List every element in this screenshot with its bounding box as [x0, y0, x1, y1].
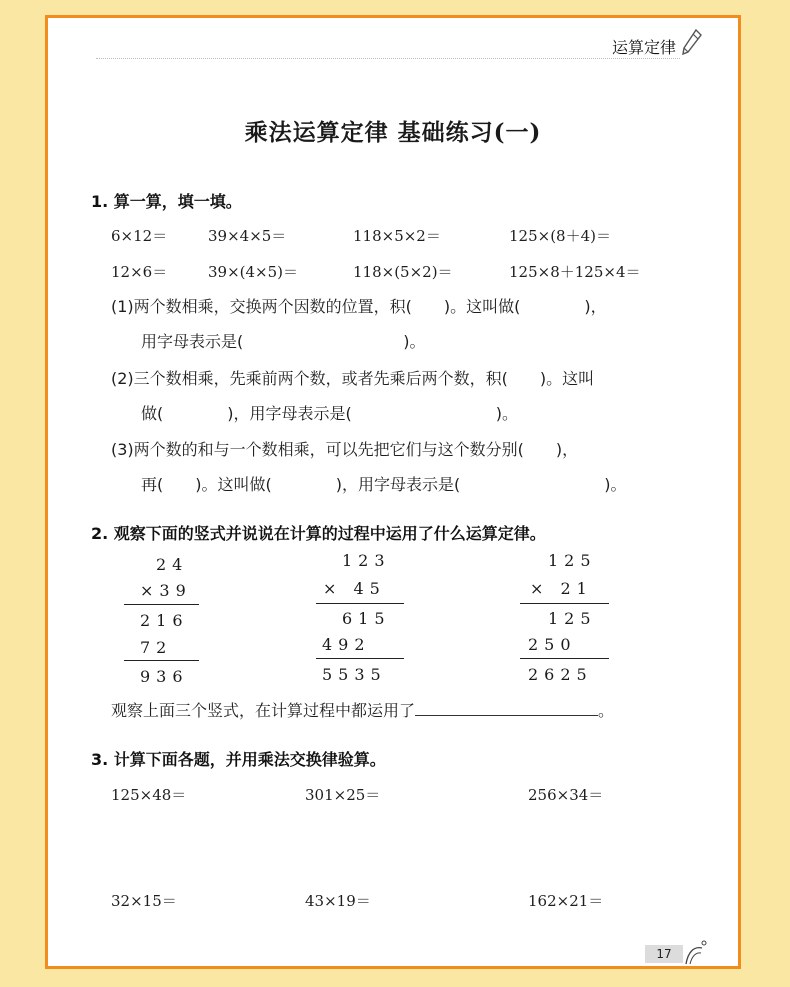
expression: 301×25＝ — [305, 786, 381, 804]
expression: 125×(8＋4)＝ — [509, 227, 611, 245]
result: 936 — [140, 667, 189, 686]
multiplier: × 21 — [530, 579, 593, 598]
conclusion-suffix: 。 — [598, 701, 615, 720]
expression: 118×5×2＝ — [353, 227, 441, 245]
multiplicand: 24 — [156, 555, 189, 574]
calc-line — [124, 660, 199, 661]
partial-product: 250 — [528, 635, 577, 654]
result: 2625 — [528, 665, 593, 684]
expression: 125×48＝ — [111, 786, 187, 804]
answer-blank[interactable] — [415, 703, 598, 716]
conclusion-text — [111, 698, 614, 721]
question-text: (1)两个数相乘，交换两个因数的位置，积( )。这叫做( )， — [111, 297, 607, 316]
section3-heading: 3. 计算下面各题，并用乘法交换律验算。 — [91, 750, 386, 769]
calc-line — [520, 658, 609, 659]
section1-heading: 1. 算一算，填一填。 — [91, 192, 242, 211]
expression: 12×6＝ — [111, 263, 168, 281]
question-text: 再( )。这叫做( )，用字母表示是( )。 — [141, 475, 627, 494]
calc-line — [316, 603, 404, 604]
expression: 162×21＝ — [528, 892, 604, 910]
partial-product: 72 — [140, 638, 173, 657]
partial-product: 216 — [140, 611, 189, 630]
multiplier: × 45 — [323, 579, 386, 598]
expression: 256×34＝ — [528, 786, 604, 804]
conclusion-prefix: 观察上面三个竖式，在计算过程中都运用了 — [111, 701, 416, 720]
calc-line — [124, 604, 199, 605]
expression: 32×15＝ — [111, 892, 177, 910]
expression: 118×(5×2)＝ — [353, 263, 453, 281]
question-text: 用字母表示是( )。 — [141, 332, 426, 351]
multiplicand: 125 — [548, 551, 597, 570]
partial-product: 615 — [342, 609, 391, 628]
expression: 39×(4×5)＝ — [208, 263, 299, 281]
header-divider — [96, 58, 680, 59]
partial-product: 492 — [322, 635, 371, 654]
question-text: (3)两个数的和与一个数相乘，可以先把它们与这个数分别( )， — [111, 440, 579, 459]
expression: 43×19＝ — [305, 892, 371, 910]
expression: 6×12＝ — [111, 227, 168, 245]
multiplicand: 123 — [342, 551, 391, 570]
header-title: 运算定律 — [611, 38, 676, 57]
page-title: 乘法运算定律 基础练习(一) — [244, 119, 542, 146]
page-number: 17 — [645, 945, 683, 963]
swirl-decoration-icon — [682, 938, 710, 966]
expression: 39×4×5＝ — [208, 227, 287, 245]
pencil-icon — [681, 28, 703, 56]
worksheet-page — [45, 15, 741, 969]
section2-heading: 2. 观察下面的竖式并说说在计算的过程中运用了什么运算定律。 — [91, 524, 546, 543]
question-text: 做( )，用字母表示是( )。 — [141, 404, 518, 423]
expression: 125×8＋125×4＝ — [509, 263, 641, 281]
multiplier: ×39 — [140, 581, 192, 600]
question-text: (2)三个数相乘，先乘前两个数，或者先乘后两个数，积( )。这叫 — [111, 369, 595, 388]
result: 5535 — [322, 665, 387, 684]
calc-line — [520, 603, 609, 604]
partial-product: 125 — [548, 609, 597, 628]
calc-line — [316, 658, 404, 659]
